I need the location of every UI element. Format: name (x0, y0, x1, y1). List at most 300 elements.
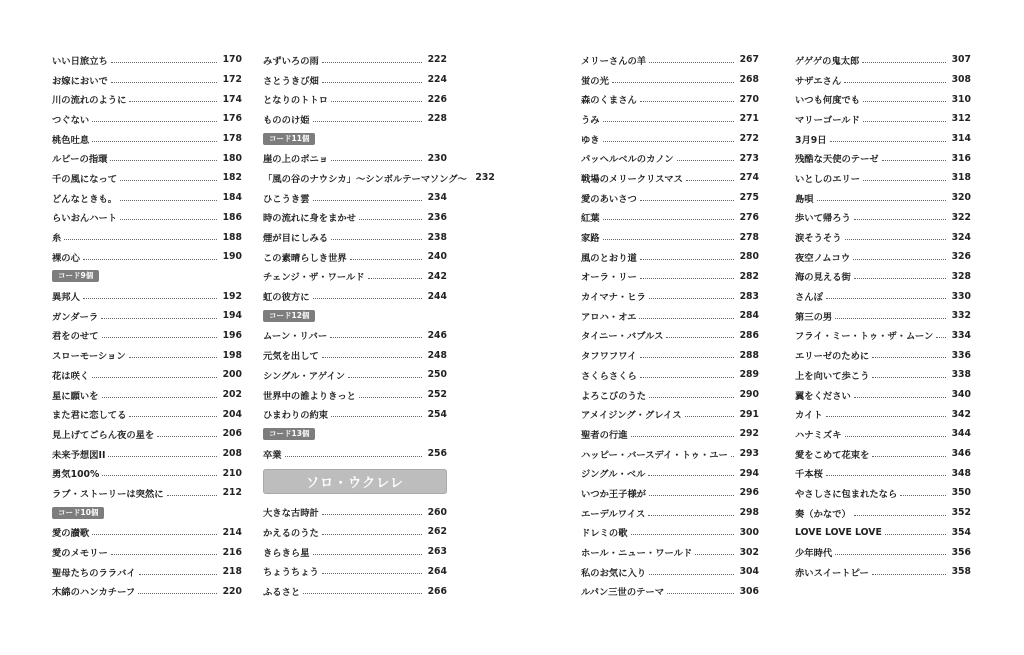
page-number: 186 (222, 211, 242, 223)
dot-leader (348, 376, 422, 378)
toc-entry[interactable] (263, 345, 447, 365)
dot-leader (120, 218, 217, 220)
page-number: 184 (222, 192, 242, 204)
toc-entry[interactable] (581, 50, 759, 70)
toc-entry[interactable] (795, 365, 971, 385)
dot-leader (111, 81, 217, 83)
page-number: 322 (951, 211, 971, 223)
page-number: 212 (222, 487, 242, 499)
page-number: 356 (951, 546, 971, 558)
dot-leader (882, 159, 947, 161)
toc-entry[interactable] (52, 582, 242, 602)
page-number: 266 (427, 585, 447, 597)
dot-leader (845, 435, 947, 437)
toc-entry[interactable] (263, 188, 447, 208)
dot-leader (612, 81, 734, 83)
toc-entry[interactable] (795, 503, 971, 523)
song-title: また君に恋してる (52, 410, 127, 422)
toc-entry[interactable] (263, 168, 495, 188)
dot-leader (108, 455, 217, 457)
toc-column-2 (263, 50, 495, 601)
page-number: 256 (427, 448, 447, 460)
dot-leader (111, 553, 217, 555)
page-number: 358 (951, 566, 971, 578)
toc-entry[interactable] (795, 345, 971, 365)
page-number: 314 (951, 133, 971, 145)
dot-leader (686, 179, 734, 181)
page-number: 182 (222, 172, 242, 184)
page-number: 194 (222, 310, 242, 322)
section-badge: コード13個 (263, 428, 315, 440)
toc-entry[interactable] (52, 227, 242, 247)
song-title: 上を向いて歩こう (795, 370, 870, 382)
dot-leader (872, 376, 946, 378)
song-title: さとうきび畑 (263, 75, 319, 87)
page-number: 216 (222, 546, 242, 558)
toc-entry[interactable] (263, 89, 447, 109)
toc-entry[interactable] (581, 109, 759, 129)
toc-entry[interactable] (263, 444, 447, 464)
toc-entry[interactable] (52, 70, 242, 90)
song-title: 時の流れに身をまかせ (263, 213, 356, 225)
toc-entry[interactable] (52, 404, 242, 424)
toc-entry[interactable] (581, 424, 759, 444)
dot-leader (129, 415, 217, 417)
toc-entry[interactable] (581, 247, 759, 267)
page-number: 324 (951, 231, 971, 243)
page-number: 288 (739, 349, 759, 361)
song-title: 煙が目にしみる (263, 233, 329, 245)
toc-entry[interactable] (263, 326, 447, 346)
dot-leader (900, 494, 946, 496)
song-title: どんなときも。 (52, 193, 118, 205)
toc-entry[interactable] (795, 148, 971, 168)
toc-entry[interactable] (52, 129, 242, 149)
page-number: 312 (951, 113, 971, 125)
song-title: ハッピー・バースデイ・トゥ・ユー (581, 449, 728, 461)
toc-entry[interactable] (52, 286, 242, 306)
page-number: 278 (739, 231, 759, 243)
toc-entry[interactable] (795, 542, 971, 562)
song-title: タフワフワイ (581, 351, 637, 363)
page-number: 350 (951, 487, 971, 499)
song-title: LOVE LOVE LOVE (795, 526, 882, 538)
toc-entry[interactable] (795, 483, 971, 503)
song-title: 第三の男 (795, 311, 833, 323)
page-number: 308 (951, 74, 971, 86)
dot-leader (853, 258, 946, 260)
toc-entry[interactable] (581, 188, 759, 208)
toc-entry[interactable] (263, 70, 447, 90)
page-number: 346 (951, 448, 971, 460)
page-number: 264 (427, 565, 447, 577)
toc-entry[interactable] (263, 148, 447, 168)
page-number: 208 (222, 448, 242, 460)
song-title: となりのトトロ (263, 95, 329, 107)
dot-leader (101, 317, 217, 319)
page-number: 250 (427, 369, 447, 381)
toc-entry[interactable] (795, 70, 971, 90)
section-badge: コード9個 (52, 270, 99, 282)
dot-leader (359, 396, 422, 398)
song-title: 赤いスイートピー (795, 567, 869, 579)
toc-column-4 (795, 50, 971, 582)
page-number: 352 (951, 507, 971, 519)
toc-entry[interactable] (263, 562, 447, 582)
song-title: ルパン三世のテーマ (581, 587, 665, 599)
toc-entry[interactable] (52, 542, 242, 562)
toc-entry[interactable] (52, 188, 242, 208)
page-number: 242 (427, 270, 447, 282)
toc-entry[interactable] (52, 424, 242, 444)
page-number: 228 (427, 113, 447, 125)
toc-entry[interactable] (52, 208, 242, 228)
page-number: 198 (222, 349, 242, 361)
song-title: ひまわりの約束 (263, 410, 329, 422)
page-number: 267 (739, 54, 759, 66)
toc-entry[interactable] (263, 385, 447, 405)
page-number: 204 (222, 408, 242, 420)
page-number: 275 (739, 192, 759, 204)
dot-leader (649, 61, 734, 63)
toc-entry[interactable] (795, 109, 971, 129)
dot-leader (331, 159, 422, 161)
page-number: 180 (222, 152, 242, 164)
toc-entry[interactable] (581, 404, 759, 424)
toc-column-1 (52, 50, 242, 601)
dot-leader (936, 336, 946, 338)
page-number: 246 (427, 329, 447, 341)
dot-leader (330, 336, 422, 338)
toc-entry[interactable] (581, 227, 759, 247)
dot-leader (111, 61, 217, 63)
page-number: 244 (427, 290, 447, 302)
section-banner: ソロ・ウクレレ (263, 469, 447, 494)
toc-entry[interactable] (581, 148, 759, 168)
page-number: 240 (427, 251, 447, 263)
page-number: 260 (427, 506, 447, 518)
toc-entry[interactable] (263, 50, 447, 70)
song-title: アロハ・オエ (581, 311, 637, 323)
dot-leader (685, 415, 734, 417)
dot-leader (313, 297, 423, 299)
page-number: 306 (739, 585, 759, 597)
toc-entry[interactable] (795, 267, 971, 287)
song-title: エーデルワイス (581, 508, 646, 520)
song-title: 翼をください (795, 390, 851, 402)
dot-leader (640, 199, 734, 201)
dot-leader (603, 238, 734, 240)
song-title: ムーン・リバー (263, 331, 328, 343)
dot-leader (92, 120, 217, 122)
toc-entry[interactable] (795, 326, 971, 346)
page-number: 310 (951, 93, 971, 105)
song-title: 大きな古時計 (263, 508, 319, 520)
dot-leader (359, 218, 422, 220)
song-title: タイニー・バブルス (581, 331, 664, 343)
dot-leader (322, 513, 422, 515)
dot-leader (120, 199, 217, 201)
dot-leader (313, 199, 423, 201)
toc-entry[interactable] (581, 385, 759, 405)
dot-leader (603, 218, 734, 220)
dot-leader (826, 474, 946, 476)
toc-entry[interactable] (52, 365, 242, 385)
dot-leader (603, 120, 734, 122)
chord-section-header (263, 306, 447, 326)
song-title: かえるのうた (263, 527, 319, 539)
toc-entry[interactable] (52, 345, 242, 365)
toc-entry[interactable] (795, 188, 971, 208)
page-number: 336 (951, 349, 971, 361)
page-number: 272 (739, 133, 759, 145)
song-title: サザエさん (795, 75, 842, 87)
dot-leader (640, 100, 734, 102)
song-title: きらきら星 (263, 547, 310, 559)
toc-entry[interactable] (795, 168, 971, 188)
toc-entry[interactable] (52, 523, 242, 543)
page-number: 188 (222, 231, 242, 243)
page-number: 248 (427, 349, 447, 361)
toc-entry[interactable] (581, 562, 759, 582)
song-title: ホール・ニュー・ワールド (581, 548, 693, 560)
page-number: 307 (951, 54, 971, 66)
toc-entry[interactable] (581, 523, 759, 543)
toc-entry[interactable] (263, 404, 447, 424)
song-title: この素晴らしき世界 (263, 252, 347, 264)
song-title: 川の流れのように (52, 95, 127, 107)
toc-entry[interactable] (263, 502, 447, 522)
page-number: 232 (475, 172, 495, 184)
toc-entry[interactable] (581, 503, 759, 523)
toc-entry[interactable] (581, 444, 759, 464)
page-number: 192 (222, 290, 242, 302)
dot-leader (835, 317, 946, 319)
dot-leader (83, 297, 217, 299)
dot-leader (854, 514, 946, 516)
toc-entry[interactable] (52, 306, 242, 326)
toc-entry[interactable] (581, 326, 759, 346)
page-number: 300 (739, 526, 759, 538)
toc-entry[interactable] (263, 267, 447, 287)
toc-entry[interactable] (263, 286, 447, 306)
toc-entry[interactable] (52, 109, 242, 129)
song-title: 戦場のメリークリスマス (581, 173, 683, 185)
toc-entry[interactable] (581, 286, 759, 306)
song-title: 花は咲く (52, 370, 90, 382)
toc-entry[interactable] (52, 148, 242, 168)
toc-entry[interactable] (52, 483, 242, 503)
toc-entry[interactable] (263, 542, 447, 562)
page-number: 338 (951, 369, 971, 381)
toc-entry[interactable] (581, 267, 759, 287)
page-number: 292 (739, 428, 759, 440)
song-title: 紅葉 (581, 213, 600, 225)
dot-leader (129, 356, 217, 358)
page-number: 280 (739, 251, 759, 263)
dot-leader (83, 258, 217, 260)
toc-entry[interactable] (581, 89, 759, 109)
toc-entry[interactable] (52, 385, 242, 405)
toc-entry[interactable] (263, 365, 447, 385)
toc-entry[interactable] (52, 463, 242, 483)
page-number: 291 (739, 408, 759, 420)
dot-leader (313, 553, 423, 555)
dot-leader (835, 553, 946, 555)
page-number: 270 (739, 93, 759, 105)
dot-leader (110, 159, 217, 161)
dot-leader (863, 100, 946, 102)
dot-leader (92, 533, 217, 535)
toc-entry[interactable] (795, 247, 971, 267)
toc-entry[interactable] (263, 109, 447, 129)
dot-leader (826, 415, 946, 417)
song-title: 風のとおり道 (581, 252, 637, 264)
page-number: 178 (222, 133, 242, 145)
song-title: よろこびのうた (581, 390, 647, 402)
dot-leader (92, 376, 217, 378)
dot-leader (313, 120, 423, 122)
dot-leader (603, 140, 734, 142)
song-title: 愛のメモリー (52, 548, 108, 560)
song-title: エリーゼのために (795, 351, 870, 363)
toc-entry[interactable] (795, 129, 971, 149)
page-number: 344 (951, 428, 971, 440)
dot-leader (872, 455, 946, 457)
dot-leader (640, 277, 734, 279)
toc-entry[interactable] (581, 463, 759, 483)
toc-entry[interactable] (263, 227, 447, 247)
song-title: みずいろの雨 (263, 55, 319, 67)
toc-entry[interactable] (52, 168, 242, 188)
page-number: 190 (222, 251, 242, 263)
song-title: 島唄 (795, 193, 814, 205)
toc-entry[interactable] (795, 227, 971, 247)
toc-entry[interactable] (52, 50, 242, 70)
dot-leader (640, 376, 734, 378)
song-title: 糸 (52, 233, 62, 245)
toc-entry[interactable] (795, 523, 971, 543)
toc-entry[interactable] (795, 404, 971, 424)
toc-entry[interactable] (581, 542, 759, 562)
toc-entry[interactable] (52, 247, 242, 267)
dot-leader (102, 474, 217, 476)
dot-leader (695, 553, 734, 555)
dot-leader (331, 100, 422, 102)
toc-entry[interactable] (581, 483, 759, 503)
song-title: 聖者の行進 (581, 429, 628, 441)
song-title: アメイジング・グレイス (581, 410, 682, 422)
song-title: 愛のあいさつ (581, 193, 637, 205)
page-number: 196 (222, 329, 242, 341)
section-badge: コード10個 (52, 507, 104, 519)
dot-leader (331, 238, 422, 240)
song-title: 元気を出して (263, 351, 319, 363)
page-number: 289 (739, 369, 759, 381)
toc-entry[interactable] (52, 562, 242, 582)
dot-leader (854, 396, 946, 398)
section-badge: コード11個 (263, 133, 315, 145)
toc-entry[interactable] (581, 208, 759, 228)
toc-entry[interactable] (795, 286, 971, 306)
toc-entry[interactable] (795, 89, 971, 109)
chord-section-header (52, 267, 242, 287)
song-title: 桃色吐息 (52, 134, 90, 146)
page-number: 210 (222, 467, 242, 479)
toc-entry[interactable] (52, 326, 242, 346)
toc-entry[interactable] (795, 424, 971, 444)
toc-entry[interactable] (795, 385, 971, 405)
toc-entry[interactable] (581, 168, 759, 188)
dot-leader (640, 258, 734, 260)
song-title: 裸の心 (52, 252, 80, 264)
toc-entry[interactable] (795, 50, 971, 70)
page-number: 170 (222, 54, 242, 66)
dot-leader (331, 415, 422, 417)
toc-entry[interactable] (263, 208, 447, 228)
toc-entry[interactable] (52, 444, 242, 464)
song-title: いとしのエリー (795, 173, 861, 185)
toc-entry[interactable] (581, 306, 759, 326)
dot-leader (322, 61, 422, 63)
toc-entry[interactable] (795, 562, 971, 582)
song-title: ひこうき雲 (263, 193, 310, 205)
toc-entry[interactable] (581, 345, 759, 365)
song-title: ゆき (581, 134, 600, 146)
dot-leader (826, 297, 946, 299)
song-title: いい日旅立ち (52, 55, 108, 67)
page-number: 332 (951, 310, 971, 322)
song-title: 木綿のハンカチーフ (52, 587, 136, 599)
page-number: 283 (739, 290, 759, 302)
page-number: 298 (739, 507, 759, 519)
toc-entry[interactable] (795, 208, 971, 228)
toc-entry[interactable] (795, 463, 971, 483)
toc-entry[interactable] (263, 522, 447, 542)
song-title: 聖母たちのララバイ (52, 567, 136, 579)
song-title: うみ (581, 114, 600, 126)
toc-entry[interactable] (52, 89, 242, 109)
toc-entry[interactable] (263, 247, 447, 267)
toc-entry[interactable] (581, 582, 759, 602)
page-number: 273 (739, 152, 759, 164)
dot-leader (64, 238, 217, 240)
chord-section-header (52, 503, 242, 523)
song-title: いつも何度でも (795, 95, 861, 107)
page-number: 268 (739, 74, 759, 86)
song-title: ふるさと (263, 587, 301, 599)
toc-entry[interactable] (581, 129, 759, 149)
page-number: 296 (739, 487, 759, 499)
song-title: さんぽ (795, 292, 823, 304)
song-title: いつか王子様が (581, 488, 647, 500)
toc-entry[interactable] (795, 444, 971, 464)
dot-leader (667, 592, 734, 594)
toc-entry[interactable] (263, 581, 447, 601)
page-number: 293 (739, 448, 759, 460)
page-number: 348 (951, 467, 971, 479)
page-number: 262 (427, 526, 447, 538)
toc-entry[interactable] (581, 70, 759, 90)
toc-entry[interactable] (581, 365, 759, 385)
dot-leader (731, 455, 734, 457)
dot-leader (648, 474, 734, 476)
song-title: オーラ・リー (581, 272, 637, 284)
song-title: フライ・ミー・トゥ・ザ・ムーン (795, 331, 934, 343)
page-number: 226 (427, 93, 447, 105)
page-number: 220 (222, 585, 242, 597)
toc-entry[interactable] (795, 306, 971, 326)
